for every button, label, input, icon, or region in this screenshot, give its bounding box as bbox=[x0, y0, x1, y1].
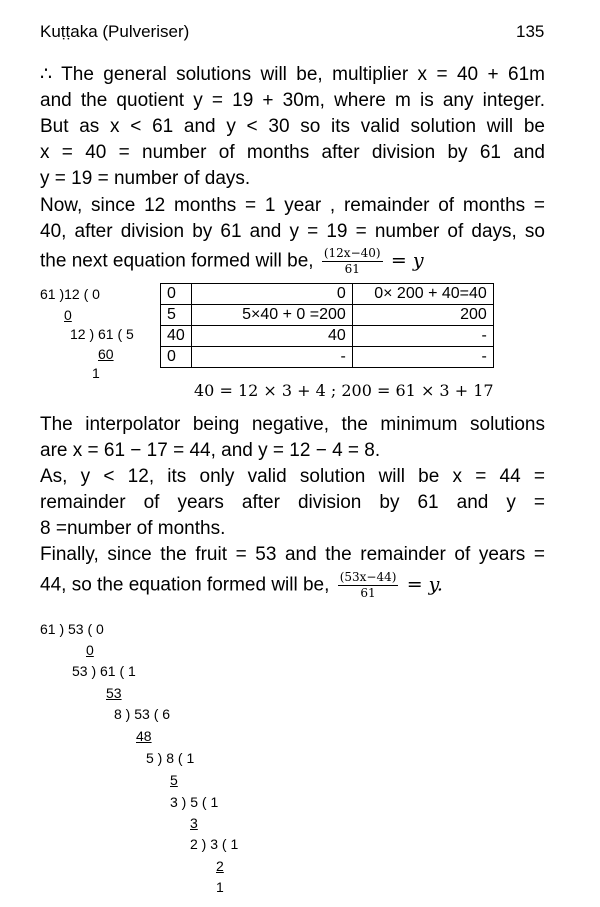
division2-step-5: 8 ) 53 ( 6 bbox=[114, 706, 171, 722]
table-cell: 40 bbox=[161, 326, 192, 347]
text-line-12: remainder of years after division by 61 and y = bbox=[40, 492, 545, 513]
table-cell: 40 bbox=[191, 326, 352, 347]
fraction-numerator: (12x−40) bbox=[323, 246, 381, 260]
division2-step-10: 3 bbox=[190, 815, 198, 831]
table-row bbox=[161, 326, 494, 347]
fraction-numerator: (53x−44) bbox=[339, 570, 397, 584]
division1-step-3: 12 ) 61 ( 5 bbox=[70, 326, 134, 342]
division2-step-6: 48 bbox=[136, 728, 152, 744]
division2-step-3: 53 ) 61 ( 1 bbox=[72, 663, 136, 679]
table-row bbox=[161, 347, 494, 368]
text-line-14: Finally, since the fruit = 53 and the remainder of years = bbox=[40, 544, 545, 565]
division1-step-1: 61 )12 ( 0 bbox=[40, 286, 100, 302]
text-line-4: x = 40 = number of months after division by 61 and bbox=[40, 142, 545, 163]
table-cell: - bbox=[352, 326, 493, 347]
text-line-7: 40, after division by 61 and y = 19 = number of days, so bbox=[40, 221, 545, 242]
table-cell: - bbox=[352, 347, 493, 368]
text-line-11: As, y < 12, its only valid solution will be x = 44 = bbox=[40, 466, 545, 487]
page-number: 135 bbox=[516, 22, 545, 41]
division1-step-4: 60 bbox=[98, 346, 114, 362]
division2-step-8: 5 bbox=[170, 772, 178, 788]
division2-step-7: 5 ) 8 ( 1 bbox=[146, 750, 195, 766]
division2-step-1: 61 ) 53 ( 0 bbox=[40, 621, 104, 637]
equation-line-2 bbox=[40, 570, 443, 601]
equation-line-1 bbox=[40, 246, 424, 277]
text-line-10: are x = 61 − 17 = 44, and y = 12 − 4 = 8. bbox=[40, 440, 381, 461]
fraction-12x-40-over-61 bbox=[322, 246, 383, 277]
table-cell: 0 bbox=[161, 347, 192, 368]
table-cell: 0× 200 + 40=40 bbox=[352, 284, 493, 305]
table-cell: 0 bbox=[191, 284, 352, 305]
division2-step-13: 1 bbox=[216, 879, 224, 895]
table-cell: 5 bbox=[161, 305, 192, 326]
fraction-denominator: 61 bbox=[360, 586, 376, 600]
equation-intro-text: the next equation formed will be, bbox=[40, 250, 314, 272]
division2-step-12: 2 bbox=[216, 858, 224, 874]
fraction-53x-44-over-61 bbox=[338, 570, 399, 601]
equation-tail: = y. bbox=[406, 573, 443, 596]
fraction-denominator: 61 bbox=[344, 262, 360, 276]
division1-step-5: 1 bbox=[92, 365, 100, 381]
table-cell: - bbox=[191, 347, 352, 368]
equation-intro-text: 44, so the equation formed will be, bbox=[40, 574, 330, 596]
text-line-1: ∴ The general solutions will be, multiplier x = 40 + 61m bbox=[40, 64, 545, 85]
table-cell: 5×40 + 0 =200 bbox=[191, 305, 352, 326]
text-line-9: The interpolator being negative, the minimum solutions bbox=[40, 414, 545, 435]
running-header: Kuṭṭaka (Pulveriser) bbox=[40, 22, 190, 41]
text-line-5: y = 19 = number of days. bbox=[40, 168, 251, 189]
text-line-13: 8 =number of months. bbox=[40, 518, 226, 539]
text-line-2: and the quotient y = 19 + 30m, where m is any integer. bbox=[40, 90, 545, 111]
table-row bbox=[161, 305, 494, 326]
division2-step-4: 53 bbox=[106, 685, 122, 701]
equation-tail: = y bbox=[390, 249, 424, 272]
division2-step-11: 2 ) 3 ( 1 bbox=[190, 836, 239, 852]
division2-step-2: 0 bbox=[86, 642, 94, 658]
division2-step-9: 3 ) 5 ( 1 bbox=[170, 794, 219, 810]
kuttaka-table bbox=[160, 283, 494, 368]
remainder-equations: 40 = 12 × 3 + 4 ; 200 = 61 × 3 + 17 bbox=[194, 381, 494, 400]
table-row bbox=[161, 284, 494, 305]
table-cell: 0 bbox=[161, 284, 192, 305]
text-line-6: Now, since 12 months = 1 year , remainder of months = bbox=[40, 195, 545, 216]
division1-step-2: 0 bbox=[64, 307, 72, 323]
table-cell: 200 bbox=[352, 305, 493, 326]
text-line-3: But as x < 61 and y < 30 so its valid solution will be bbox=[40, 116, 545, 137]
